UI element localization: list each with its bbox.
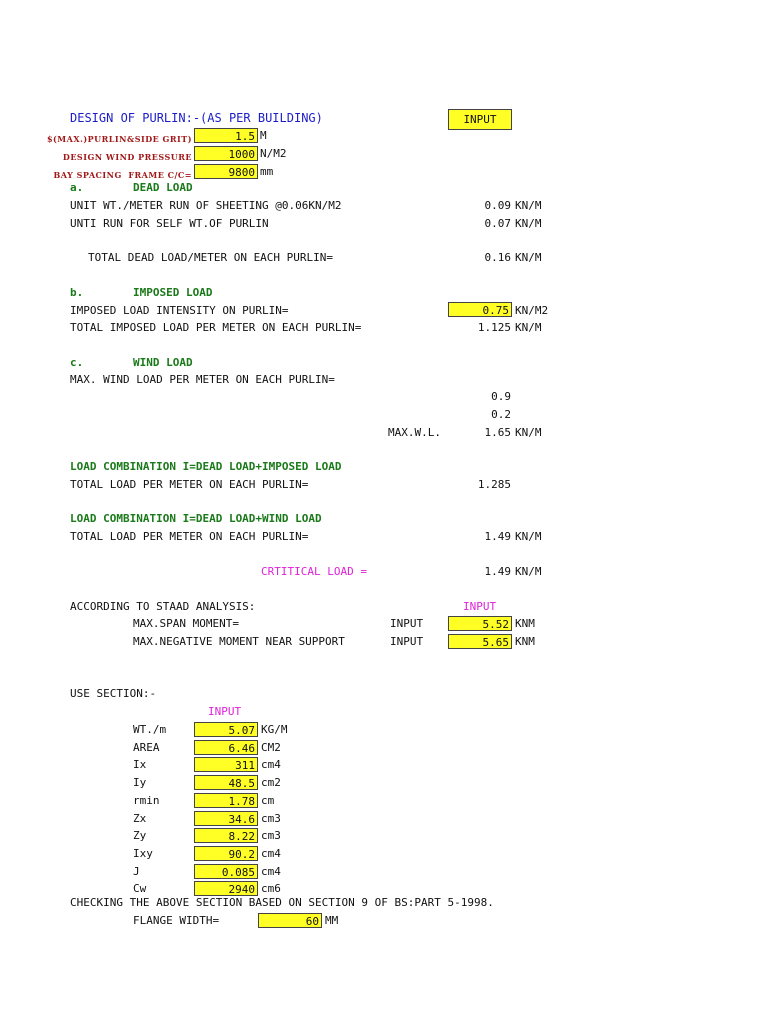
unit: KNM: [515, 617, 535, 630]
param-input-wind-pressure[interactable]: 1000: [194, 146, 258, 161]
param-unit: mm: [260, 165, 274, 178]
value: 0.07: [484, 217, 511, 230]
param-input-purlin-spacing[interactable]: 1.5: [194, 128, 258, 143]
moment-label: MAX.NEGATIVE MOMENT NEAR SUPPORT: [133, 635, 345, 648]
unit: KN/M: [515, 251, 542, 264]
section-prop-label: WT./m: [133, 723, 167, 736]
max-wind-load-label: MAX.W.L.: [388, 426, 441, 439]
imposed-load-input[interactable]: 0.75: [448, 302, 512, 317]
value: 0.9: [491, 390, 511, 403]
imposed-load-line: TOTAL IMPOSED LOAD PER METER ON EACH PURLIN=: [70, 321, 362, 334]
combo-line: TOTAL LOAD PER METER ON EACH PURLIN=: [70, 478, 309, 491]
section-prop-unit: cm4: [261, 865, 281, 878]
section-prop-unit: cm6: [261, 882, 281, 895]
combo-line: TOTAL LOAD PER METER ON EACH PURLIN=: [70, 530, 309, 543]
input-tag: INPUT: [390, 617, 424, 630]
value: 1.49: [484, 565, 511, 578]
param-unit: M: [260, 129, 267, 142]
dead-load-line: UNTI RUN FOR SELF WT.OF PURLIN: [70, 217, 269, 230]
negative-moment-input[interactable]: 5.65: [448, 634, 512, 649]
section-prop-unit: KG/M: [261, 723, 288, 736]
value: 0.09: [484, 199, 511, 212]
param-label-purlin-spacing: $(MAX.)PURLIN&SIDE GRIT): [46, 134, 192, 144]
section-prop-input[interactable]: 1.78: [194, 793, 258, 808]
section-heading: USE SECTION:-: [70, 687, 157, 700]
section-prop-input[interactable]: 90.2: [194, 846, 258, 861]
section-prop-unit: cm3: [261, 812, 281, 825]
value: 1.65: [484, 426, 511, 439]
input-header-cell: INPUT: [448, 109, 512, 130]
value: 0.2: [491, 408, 511, 421]
unit: KN/M: [515, 426, 542, 439]
checking-text: CHECKING THE ABOVE SECTION BASED ON SECTION 9 OF BS:PART 5-1998.: [70, 896, 494, 909]
section-prop-unit: cm3: [261, 829, 281, 842]
flange-width-label: FLANGE WIDTH=: [133, 914, 220, 927]
section-prop-unit: CM2: [261, 741, 281, 754]
section-heading-imposed-load: IMPOSED LOAD: [133, 286, 213, 299]
section-prop-label: rmin: [133, 794, 160, 807]
unit: KN/M: [515, 565, 542, 578]
section-prop-unit: cm4: [261, 758, 281, 771]
input-tag: INPUT: [390, 635, 424, 648]
section-prop-unit: cm4: [261, 847, 281, 860]
imposed-load-line: IMPOSED LOAD INTENSITY ON PURLIN=: [70, 304, 289, 317]
section-prop-input[interactable]: 34.6: [194, 811, 258, 826]
unit: KN/M: [515, 199, 542, 212]
section-input-label: INPUT: [208, 705, 242, 718]
section-heading-wind-load: WIND LOAD: [133, 356, 193, 369]
dead-load-line: UNIT WT./METER RUN OF SHEETING @0.06KN/M2: [70, 199, 342, 212]
param-input-bay-spacing[interactable]: 9800: [194, 164, 258, 179]
total-dead-load-label: TOTAL DEAD LOAD/METER ON EACH PURLIN=: [88, 251, 334, 264]
staad-input-label: INPUT: [463, 600, 497, 613]
section-heading-dead-load: DEAD LOAD: [133, 181, 193, 194]
section-prop-input[interactable]: 0.085: [194, 864, 258, 879]
unit: KN/M: [515, 530, 542, 543]
unit: KNM: [515, 635, 535, 648]
param-label-bay-spacing: BAY SPACING FRAME C/C=: [53, 170, 192, 180]
section-letter: a.: [70, 181, 84, 194]
value: 1.285: [477, 478, 511, 491]
critical-load-label: CRTITICAL LOAD =: [261, 565, 367, 578]
section-prop-input[interactable]: 2940: [194, 881, 258, 896]
section-prop-label: AREA: [133, 741, 160, 754]
value: 1.49: [484, 530, 511, 543]
section-prop-label: Ix: [133, 758, 147, 771]
section-prop-input[interactable]: 5.07: [194, 722, 258, 737]
param-unit: N/M2: [260, 147, 287, 160]
param-label-wind-pressure: DESIGN WIND PRESSURE: [62, 152, 192, 162]
section-prop-unit: cm: [261, 794, 275, 807]
staad-heading: ACCORDING TO STAAD ANALYSIS:: [70, 600, 256, 613]
section-prop-label: Ixy: [133, 847, 153, 860]
unit: MM: [325, 914, 339, 927]
section-letter: c.: [70, 356, 84, 369]
section-prop-unit: cm2: [261, 776, 281, 789]
unit: KN/M: [515, 217, 542, 230]
section-prop-label: Iy: [133, 776, 147, 789]
section-prop-input[interactable]: 6.46: [194, 740, 258, 755]
section-prop-label: Zx: [133, 812, 147, 825]
span-moment-input[interactable]: 5.52: [448, 616, 512, 631]
page-title: DESIGN OF PURLIN:-(AS PER BUILDING): [70, 111, 323, 125]
section-prop-input[interactable]: 311: [194, 757, 258, 772]
section-prop-input[interactable]: 48.5: [194, 775, 258, 790]
flange-width-input[interactable]: 60: [258, 913, 322, 928]
section-prop-label: Cw: [133, 882, 147, 895]
section-prop-input[interactable]: 8.22: [194, 828, 258, 843]
section-prop-label: J: [133, 865, 140, 878]
section-prop-label: Zy: [133, 829, 147, 842]
value: 0.16: [484, 251, 511, 264]
unit: KN/M: [515, 321, 542, 334]
unit: KN/M2: [515, 304, 549, 317]
moment-label: MAX.SPAN MOMENT=: [133, 617, 239, 630]
section-letter: b.: [70, 286, 84, 299]
combo-heading: LOAD COMBINATION I=DEAD LOAD+IMPOSED LOAD: [70, 460, 342, 473]
combo-heading: LOAD COMBINATION I=DEAD LOAD+WIND LOAD: [70, 512, 322, 525]
wind-load-line: MAX. WIND LOAD PER METER ON EACH PURLIN=: [70, 373, 335, 386]
value: 1.125: [477, 321, 511, 334]
